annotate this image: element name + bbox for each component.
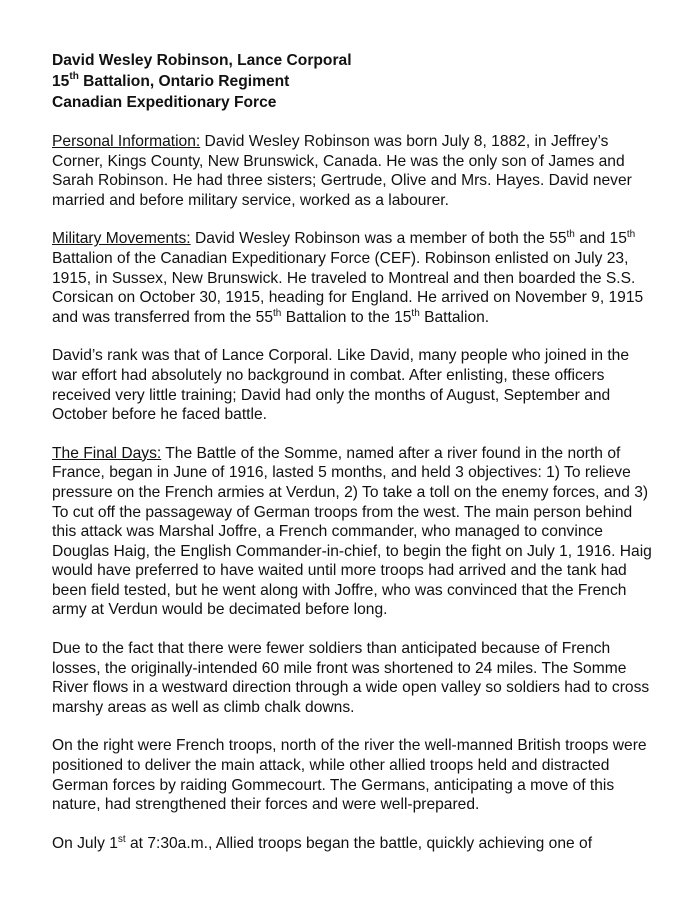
military-movements-label: Military Movements:: [52, 230, 191, 248]
personal-information-label: Personal Information:: [52, 133, 201, 150]
battalion-number: 15: [52, 73, 70, 90]
ordinal-suffix: th: [411, 307, 420, 319]
document-body: [52, 50, 652, 853]
military-movements-paragraph: [52, 229, 652, 327]
ordinal-suffix: th: [566, 229, 575, 241]
military-text-3: Battalion of the Canadian Expeditionary Force (CEF). Robinson enlisted on July 23, 1915, in Sussex, New Brunswick. He traveled to Montreal and then boarded the S.S. Corsican on October 30, 1915, heading for England. He arrived on November 9, 1915 and was transferred from the 55: [52, 249, 644, 326]
final-days-label: The Final Days:: [52, 444, 162, 462]
ordinal-suffix: st: [117, 833, 126, 845]
battalion-name: Battalion, Ontario Regiment: [78, 73, 290, 90]
personal-information-text: David Wesley Robinson was born July 8, 1882, in Jeffrey’s Corner, Kings County, New Brunswick, Canada. He was the only son of James and Sarah Robinson. He had three sisters; Gertrude, Olive and Mrs. Hayes. David never married and before military service, worked as a labourer.: [52, 133, 632, 209]
july-text-1: On July 1: [52, 834, 118, 852]
ordinal-suffix: th: [69, 70, 79, 82]
military-text-1: David Wesley Robinson was a member of both the 55: [190, 230, 567, 248]
july-paragraph: [52, 834, 652, 854]
soldier-name-title: David Wesley Robinson, Lance Corporal: [52, 52, 352, 69]
final-days-text: The Battle of the Somme, named after a river found in the north of France, began in June of 1916, lasted 5 months, and held 3 objectives: 1) To relieve pressure on the French armies at Verdun, 2) To take a toll on the enemy forces, and 3) To cut off the passageway of German troops from the west. The main person behind this attack was Marshal Joffre, a French commander, who managed to convince Douglas Haig, the English Commander-in-chief, to begin the fight on July 1, 1916. Haig would have preferred to have waited until more troops had arrived and the tank had been field tested, but he went along with Joffre, who was convinced that the French army at Verdun would be decimated before long.: [52, 444, 652, 619]
battalion-title: [52, 71, 652, 92]
rank-paragraph: David’s rank was that of Lance Corporal. Like David, many people who joined in the war effort had absolutely no background in combat. After enlisting, these officers received very little training; David had only the months of August, September and October before he faced battle.: [52, 347, 630, 424]
july-text-2: at 7:30a.m., Allied troops began the battle, quickly achieving one of: [125, 834, 593, 852]
military-text-5: Battalion.: [419, 308, 490, 326]
front-paragraph: Due to the fact that there were fewer soldiers than anticipated because of French losses, the originally-intended 60 mile front was shortened to 24 miles. The Somme River flows in a westward direction through a wide open valley so soldiers had to cross marshy areas as well as climb chalk downs.: [52, 640, 650, 716]
force-title: Canadian Expeditionary Force: [52, 94, 277, 111]
ordinal-suffix: th: [273, 307, 282, 319]
ordinal-suffix: th: [626, 229, 636, 241]
troops-paragraph: On the right were French troops, north of the river the well-manned British troops were positioned to deliver the main attack, while other allied troops held and distracted German forces by raiding Gommecourt. The Germans, anticipating a move of this nature, had strengthened their forces and were well-prepared.: [52, 737, 647, 814]
military-text-2: and 15: [574, 230, 627, 248]
final-days-paragraph: [52, 444, 652, 620]
military-text-4: Battalion to the 15: [281, 308, 412, 326]
header: [52, 50, 652, 113]
personal-information-paragraph: [52, 132, 652, 210]
